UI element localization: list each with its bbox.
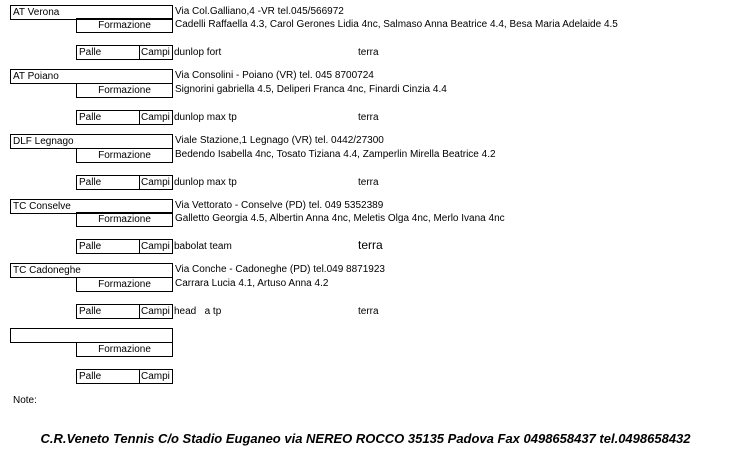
campi-label: Campi <box>141 47 170 58</box>
club-address: Viale Stazione,1 Legnago (VR) tel. 0442/27300 <box>175 135 384 146</box>
club-name-box: AT Verona <box>10 5 173 20</box>
formazione-box: Formazione <box>76 342 173 357</box>
campi-label: Campi <box>141 371 170 382</box>
club-balls: dunlop fort <box>174 47 222 58</box>
club-balls: babolat team <box>174 241 232 252</box>
club-address: Via Vettorato - Conselve (PD) tel. 049 5352389 <box>175 200 384 211</box>
palle-campi-box <box>76 239 173 254</box>
palle-label: Palle <box>79 112 102 123</box>
club-balls: dunlop max tp <box>174 177 237 188</box>
club-players: Galletto Georgia 4.5, Albertin Anna 4nc, Meletis Olga 4nc, Merlo Ivana 4nc <box>175 213 505 224</box>
club-address: Via Col.Galliano,4 -VR tel.045/566972 <box>175 6 344 17</box>
campi-label: Campi <box>141 241 170 252</box>
club-address: Via Consolini - Poiano (VR) tel. 045 8700724 <box>175 70 374 81</box>
palle-label: Palle <box>79 241 102 252</box>
club-name-box: AT Poiano <box>10 69 173 84</box>
formazione-box: Formazione <box>76 83 173 98</box>
club-players: Signorini gabriella 4.5, Deliperi Franca 4nc, Finardi Cinzia 4.4 <box>175 84 447 95</box>
club-address: Via Conche - Cadoneghe (PD) tel.049 8871923 <box>175 264 385 275</box>
club-name-box <box>10 328 173 343</box>
palle-label: Palle <box>79 306 102 317</box>
palle-label: Palle <box>79 177 102 188</box>
club-surface: terra <box>358 177 379 188</box>
club-balls: head a tp <box>174 306 222 317</box>
formazione-box: Formazione <box>76 148 173 163</box>
club-players: Cadelli Raffaella 4.3, Carol Gerones Lidia 4nc, Salmaso Anna Beatrice 4.4, Besa Maria Adelaide 4.5 <box>175 19 618 30</box>
campi-label: Campi <box>141 306 170 317</box>
club-surface: terra <box>358 47 379 58</box>
palle-campi-box <box>76 369 173 384</box>
club-players: Carrara Lucia 4.1, Artuso Anna 4.2 <box>175 278 329 289</box>
palle-campi-box <box>76 175 173 190</box>
formazione-box: Formazione <box>76 18 173 33</box>
club-surface: terra <box>358 306 379 317</box>
club-surface: terra <box>358 112 379 123</box>
campi-label: Campi <box>141 177 170 188</box>
formazione-box: Formazione <box>76 277 173 292</box>
formazione-box: Formazione <box>76 212 173 227</box>
club-players: Bedendo Isabella 4nc, Tosato Tiziana 4.4, Zamperlin Mirella Beatrice 4.2 <box>175 149 496 160</box>
club-name-box: TC Cadoneghe <box>10 263 173 278</box>
palle-label: Palle <box>79 47 102 58</box>
campi-label: Campi <box>141 112 170 123</box>
palle-campi-box <box>76 304 173 319</box>
palle-label: Palle <box>79 371 102 382</box>
note-label: Note: <box>13 395 37 406</box>
club-name-box: TC Conselve <box>10 199 173 214</box>
club-balls: dunlop max tp <box>174 112 237 123</box>
palle-campi-box <box>76 45 173 60</box>
club-surface: terra <box>358 238 383 252</box>
club-name-box: DLF Legnago <box>10 134 173 149</box>
footer-contact: C.R.Veneto Tennis C/o Stadio Euganeo via NEREO ROCCO 35135 Padova Fax 0498658437 tel.0498658432 <box>40 431 691 446</box>
palle-campi-box <box>76 110 173 125</box>
